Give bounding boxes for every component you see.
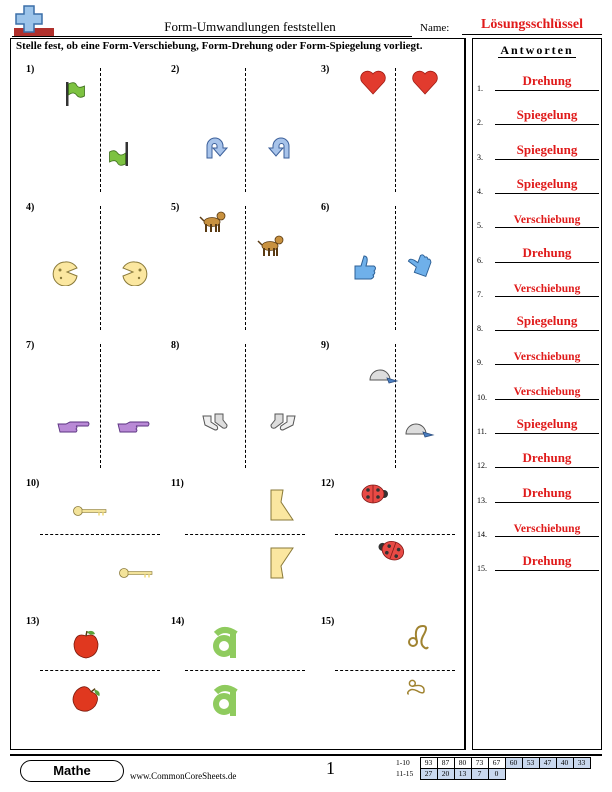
name-line: [462, 34, 602, 35]
answer-number: 13.: [477, 495, 487, 505]
dashed-separator: [40, 534, 160, 535]
score-cell: 53: [522, 758, 539, 769]
pointing-hand-icon: [116, 420, 150, 436]
answer-line: [495, 570, 599, 571]
answer-value[interactable]: Drehung: [522, 484, 572, 500]
score-cell: 73: [471, 758, 488, 769]
answer-number: 8.: [477, 324, 483, 334]
dashed-separator: [335, 670, 455, 671]
footer-rule: [10, 754, 602, 756]
problem-9: [315, 338, 460, 468]
dashed-separator: [40, 670, 160, 671]
answer-line: [495, 159, 599, 160]
answer-row: [477, 446, 599, 470]
curved-arrow-icon: [265, 134, 293, 160]
answer-line: [495, 193, 599, 194]
problem-number: 2): [171, 64, 180, 75]
leo-symbol-icon: [405, 672, 427, 702]
problem-number: 12): [321, 478, 335, 489]
logo-icon: [12, 4, 56, 38]
answer-row: [477, 172, 599, 196]
answer-number: 10.: [477, 392, 487, 402]
page-title: Form-Umwandlungen feststellen: [164, 19, 336, 34]
score-cell: 47: [539, 758, 556, 769]
answer-value[interactable]: Drehung: [522, 450, 572, 466]
problem-14: [165, 614, 310, 744]
problem-11: [165, 476, 310, 606]
answer-row: [477, 549, 599, 573]
score-cell: 60: [505, 758, 522, 769]
score-table: [396, 757, 591, 780]
score-cell: 20: [437, 769, 454, 780]
socks-icon: [269, 410, 299, 432]
answer-row: [477, 206, 599, 230]
problem-number: 10): [26, 478, 40, 489]
heart-icon: [359, 68, 387, 96]
problem-1: [20, 62, 165, 192]
dashed-separator: [245, 206, 246, 330]
flag-icon: [64, 80, 86, 106]
answer-line: [495, 227, 599, 228]
score-cell: 13: [454, 769, 471, 780]
dashed-separator: [245, 68, 246, 192]
ladybug-icon: [372, 533, 410, 566]
answer-value[interactable]: Spiegelung: [516, 175, 578, 191]
problem-12: [315, 476, 460, 606]
answer-number: 4.: [477, 186, 483, 196]
answer-row: [477, 378, 599, 402]
dashed-separator: [100, 344, 101, 468]
heart-icon: [411, 68, 439, 96]
problem-8: [165, 338, 310, 468]
instructions: Stelle fest, ob eine Form-Verschiebung, Form-Drehung oder Form-Spiegelung vorliegt.: [16, 40, 423, 52]
problem-5: [165, 200, 310, 330]
answer-number: 5.: [477, 221, 483, 231]
problem-7: [20, 338, 165, 468]
problem-number: 14): [171, 616, 185, 627]
dashed-separator: [245, 344, 246, 468]
score-cell: 80: [454, 758, 471, 769]
answer-number: 9.: [477, 358, 483, 368]
answer-number: 1.: [477, 84, 483, 93]
score-cell: 40: [556, 758, 573, 769]
dashed-separator: [395, 206, 396, 330]
subject-badge: Mathe: [20, 760, 124, 782]
answer-value[interactable]: Verschiebung: [513, 351, 581, 364]
name-label: Name:: [420, 22, 450, 34]
dashed-separator: [100, 68, 101, 192]
answer-line: [495, 262, 599, 263]
problem-number: 11): [171, 478, 184, 489]
answer-value[interactable]: Verschiebung: [513, 522, 581, 535]
dog-icon: [199, 208, 227, 234]
answer-line: [495, 536, 599, 537]
dashed-separator: [335, 534, 455, 535]
flag-icon: [108, 142, 130, 168]
answer-row: [477, 241, 599, 265]
answer-number: 6.: [477, 255, 483, 265]
score-cell: 0: [488, 769, 505, 780]
cheese-icon: [50, 260, 80, 286]
score-cell: 67: [488, 758, 505, 769]
polygon-icon: [269, 546, 297, 580]
problem-13: [20, 614, 165, 744]
answer-value[interactable]: Drehung: [522, 244, 572, 260]
answer-line: [495, 364, 599, 365]
dashed-separator: [395, 68, 396, 192]
answers-title: Antworten: [500, 43, 574, 57]
cap-icon: [403, 420, 435, 440]
problem-number: 13): [26, 616, 40, 627]
header-rule: [12, 36, 412, 37]
problem-2: [165, 62, 310, 192]
score-cell: 27: [420, 769, 437, 780]
column-divider: [465, 38, 472, 750]
answer-value[interactable]: Spiegelung: [516, 141, 578, 157]
pointing-hand-icon: [56, 420, 90, 436]
dashed-separator: [100, 206, 101, 330]
score-row-label: 1-10: [396, 758, 410, 767]
answer-value[interactable]: Drehung: [522, 553, 572, 569]
dashed-separator: [395, 344, 396, 468]
answer-number: 11.: [477, 427, 487, 436]
answer-line: [495, 399, 599, 400]
page-number: 1: [326, 758, 335, 778]
problem-10: [20, 476, 165, 606]
letter-a-icon: [211, 624, 239, 660]
answer-number: 7.: [477, 289, 483, 299]
apple-icon: [72, 628, 100, 660]
dog-icon: [257, 232, 285, 258]
answer-value[interactable]: Spiegelung: [516, 416, 578, 431]
answer-row: [477, 138, 599, 162]
answer-line: [495, 330, 599, 331]
answer-value[interactable]: Verschiebung: [513, 282, 581, 295]
key-icon: [72, 504, 108, 518]
answer-row: [477, 275, 599, 299]
answer-row: [477, 515, 599, 539]
thumbs-up-icon: [399, 245, 438, 285]
score-row-label: 11-15: [396, 769, 414, 778]
answers-panel: [472, 38, 602, 750]
cap-icon: [367, 366, 399, 386]
problem-number: 1): [26, 64, 35, 75]
score-row: [396, 758, 590, 769]
problem-3: [315, 62, 460, 192]
problem-number: 9): [321, 340, 330, 351]
answer-line: [495, 90, 599, 91]
answer-line: [495, 502, 599, 503]
apple-icon: [65, 677, 107, 720]
score-cell: 33: [573, 758, 590, 769]
problem-number: 4): [26, 202, 35, 213]
problem-number: 7): [26, 340, 35, 351]
score-cell: 7: [471, 769, 488, 780]
curved-arrow-icon: [203, 134, 231, 160]
answer-number: 3.: [477, 152, 483, 162]
socks-icon: [199, 410, 229, 432]
problem-number: 6): [321, 202, 330, 213]
cheese-icon: [120, 260, 150, 286]
answer-number: 14.: [477, 529, 487, 539]
answer-number: 15.: [477, 564, 487, 574]
answer-line: [495, 296, 599, 297]
answer-row: [477, 103, 599, 127]
thumbs-up-icon: [349, 252, 379, 284]
answer-value[interactable]: Verschiebung: [513, 214, 581, 227]
answer-value[interactable]: Spiegelung: [516, 313, 578, 329]
letter-a-icon: [211, 682, 239, 718]
answer-line: [495, 124, 599, 125]
ladybug-icon: [359, 482, 391, 506]
answer-row: [477, 481, 599, 505]
answer-line: [495, 433, 599, 434]
answer-row: [477, 69, 599, 93]
problem-4: [20, 200, 165, 330]
problem-15: [315, 614, 460, 744]
name-value: Lösungsschlüssel: [481, 17, 583, 32]
score-cell: 93: [420, 758, 437, 769]
problem-number: 8): [171, 340, 180, 351]
answer-line: [495, 467, 599, 468]
answer-number: 2.: [477, 118, 483, 128]
answer-row: [477, 309, 599, 333]
answer-row: [477, 343, 599, 367]
key-icon: [118, 566, 154, 580]
answer-value[interactable]: Spiegelung: [516, 107, 578, 123]
website-link[interactable]: www.CommonCoreSheets.de: [130, 771, 237, 781]
problem-number: 3): [321, 64, 330, 75]
answer-value[interactable]: Drehung: [522, 73, 572, 88]
answer-value[interactable]: Verschiebung: [513, 385, 581, 398]
problem-number: 15): [321, 616, 335, 627]
problem-number: 5): [171, 202, 180, 213]
score-row: [396, 769, 590, 780]
dashed-separator: [185, 670, 305, 671]
polygon-icon: [269, 488, 297, 522]
answer-row: [477, 412, 599, 436]
dashed-separator: [185, 534, 305, 535]
problem-6: [315, 200, 460, 330]
score-cell: 87: [437, 758, 454, 769]
answer-number: 12.: [477, 461, 487, 471]
leo-symbol-icon: [407, 622, 429, 652]
